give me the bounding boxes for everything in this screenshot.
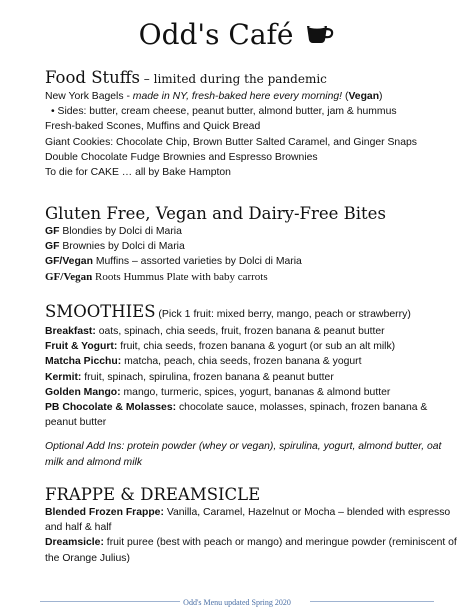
- bullet-icon: •: [51, 106, 55, 118]
- cafe-logo: [0, 18, 474, 54]
- smoothies-title: SMOOTHIES: [45, 302, 156, 321]
- gf-line-4: GF/Vegan Roots Hummus Plate with baby carrots: [45, 270, 268, 283]
- cake-line: To die for CAKE … all by Bake Hampton: [45, 167, 231, 179]
- smoothie-item: Kermit: fruit, spinach, spirulina, frozen banana & peanut butter: [45, 371, 334, 383]
- smoothies-section: [45, 302, 460, 470]
- gf-line-1: GF Blondies by Dolci di Maria: [45, 226, 182, 237]
- smoothies-heading: [45, 302, 460, 324]
- smoothie-item: Fruit & Yogurt: fruit, chia seeds, frozen banana & yogurt (or sub an alt milk): [45, 341, 396, 353]
- smoothie-item: Breakfast: oats, spinach, chia seeds, fruit, frozen banana & peanut butter: [45, 326, 385, 337]
- food-section: [45, 68, 460, 180]
- gf-line-3: GF/Vegan Muffins – assorted varieties by Dolci di Maria: [45, 256, 302, 268]
- footer-text: Odd's Menu updated Spring 2020: [183, 598, 291, 607]
- smoothie-addins: Optional Add Ins: protein powder (whey or vegan), spirulina, yogurt, almond butter, oat milk and almond milk: [45, 441, 442, 468]
- smoothie-item: PB Chocolate & Molasses: chocolate sauce, molasses, spinach, frozen banana & peanut butter: [45, 402, 428, 429]
- gf-line-2: GF Brownies by Dolci di Maria: [45, 241, 185, 253]
- brownies-line: Double Chocolate Fudge Brownies and Espresso Brownies: [45, 151, 318, 163]
- bagels-line: New York Bagels - made in NY, fresh-baked here every morning! (Vegan): [45, 91, 383, 102]
- logo-text: Odd's Café: [138, 18, 294, 51]
- frappe-line-1: Blended Frozen Frappe: Vanilla, Caramel, Hazelnut or Mocha – blended with espresso and half & half: [45, 507, 451, 534]
- smoothies-note: (Pick 1 fruit: mixed berry, mango, peach or strawberry): [155, 308, 411, 320]
- frappe-line-2: Dreamsicle: fruit puree (best with peach or mango) and meringue powder (reminiscent of the Orange Julius): [45, 537, 457, 564]
- sides-line: • Sides: butter, cream cheese, peanut butter, almond butter, jam & hummus: [51, 106, 397, 118]
- frappe-heading: FRAPPE & DREAMSICLE: [45, 485, 261, 504]
- food-heading: [45, 68, 460, 89]
- food-title: Food Stuffs: [45, 68, 140, 87]
- frappe-section: [45, 485, 460, 566]
- food-subtitle: – limited during the pandemic: [139, 72, 327, 86]
- cookies-line: Giant Cookies: Chocolate Chip, Brown Butter Salted Caramel, and Ginger Snaps: [45, 136, 417, 148]
- smoothie-item: Golden Mango: mango, turmeric, spices, yogurt, bananas & almond butter: [45, 386, 391, 398]
- smoothie-item: Matcha Picchu: matcha, peach, chia seeds, frozen banana & yogurt: [45, 356, 362, 368]
- gf-heading: Gluten Free, Vegan and Dairy-Free Bites: [45, 204, 386, 223]
- coffee-cup-icon: [305, 20, 335, 54]
- gf-section: [45, 204, 460, 285]
- scones-line: Fresh-baked Scones, Muffins and Quick Bread: [45, 121, 261, 133]
